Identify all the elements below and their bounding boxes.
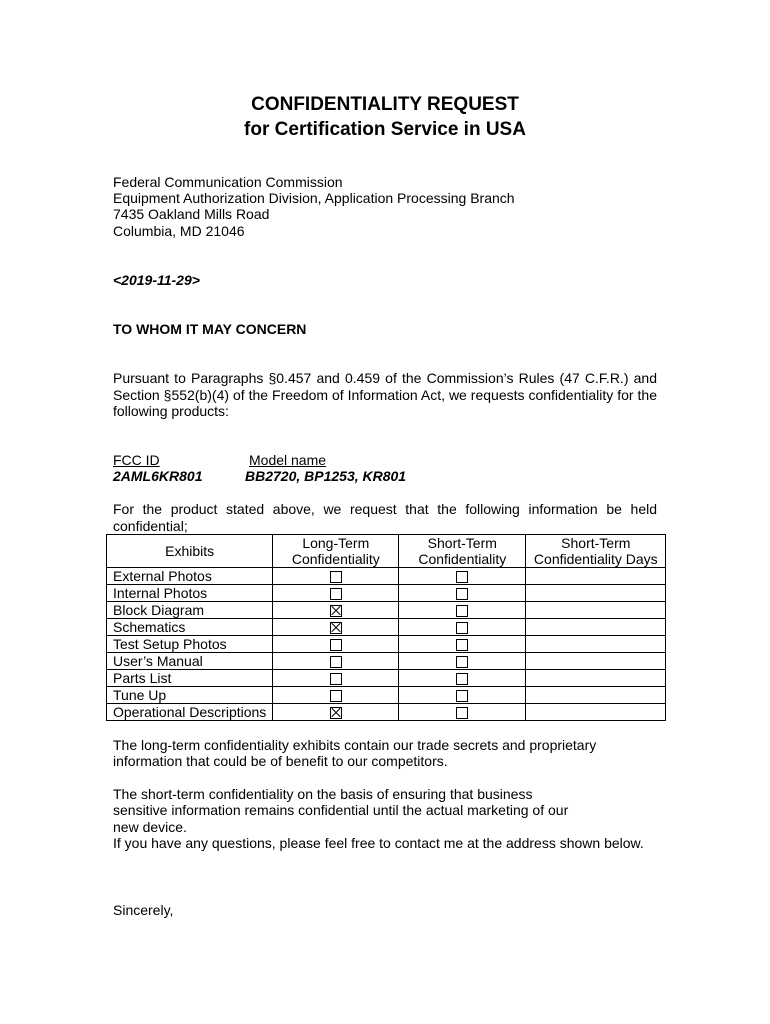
short-term-cell [399, 704, 526, 721]
table-body [107, 568, 666, 721]
unchecked-checkbox[interactable] [456, 673, 468, 685]
checked-checkbox[interactable] [330, 622, 342, 634]
document-subtitle: for Certification Service in USA [244, 119, 526, 140]
short-term-days-cell [526, 704, 666, 721]
short-term-days-cell [526, 636, 666, 653]
unchecked-checkbox[interactable] [330, 673, 342, 685]
long-term-cell [273, 653, 399, 670]
table-row [107, 568, 666, 585]
exhibit-name: Block Diagram [107, 602, 273, 619]
short-term-days-cell [526, 653, 666, 670]
table-row [107, 704, 666, 721]
address-line-2: Equipment Authorization Division, Application Processing Branch [113, 190, 515, 206]
checked-checkbox[interactable] [330, 605, 342, 617]
short-term-days-cell [526, 585, 666, 602]
unchecked-checkbox[interactable] [330, 588, 342, 600]
short-term-cell [399, 653, 526, 670]
exhibit-name: Tune Up [107, 687, 273, 704]
fcc-id-label: FCC ID [113, 452, 160, 468]
short-term-cell [399, 585, 526, 602]
table-row [107, 602, 666, 619]
unchecked-checkbox[interactable] [456, 690, 468, 702]
exhibit-name: Operational Descriptions [107, 704, 273, 721]
exhibit-name: Internal Photos [107, 585, 273, 602]
unchecked-checkbox[interactable] [330, 571, 342, 583]
table-row [107, 687, 666, 704]
header-exhibits: Exhibits [107, 535, 273, 568]
checked-checkbox[interactable] [330, 707, 342, 719]
letter-date: <2019-11-29> [113, 272, 200, 288]
intro-paragraph: Pursuant to Paragraphs §0.457 and 0.459 of the Commission’s Rules (47 C.F.R.) and Section §552(b)(4) of the Freedom of Information Act, we requests confidentiality for the following products: [113, 370, 657, 419]
short-term-days-cell [526, 602, 666, 619]
exhibit-name: User’s Manual [107, 653, 273, 670]
table-intro-paragraph: For the product stated above, we request that the following information be held confidential; [113, 501, 657, 534]
exhibit-name: External Photos [107, 568, 273, 585]
unchecked-checkbox[interactable] [330, 639, 342, 651]
unchecked-checkbox[interactable] [456, 588, 468, 600]
model-name-label: Model name [249, 452, 327, 468]
address-line-1: Federal Communication Commission [113, 174, 343, 190]
short-term-cell [399, 568, 526, 585]
unchecked-checkbox[interactable] [456, 605, 468, 617]
unchecked-checkbox[interactable] [456, 571, 468, 583]
unchecked-checkbox[interactable] [456, 639, 468, 651]
long-term-cell [273, 602, 399, 619]
header-short-term: Short-Term Confidentiality [399, 535, 526, 568]
model-name-value: BB2720, BP1253, KR801 [245, 468, 407, 484]
exhibit-name: Test Setup Photos [107, 636, 273, 653]
short-term-days-cell [526, 568, 666, 585]
short-term-paragraph: The short-term confidentiality on the basis of ensuring that business sensitive information remains confidential until the actual marketing of our new device. [113, 786, 569, 835]
short-term-days-cell [526, 619, 666, 636]
closing-signoff: Sincerely, [113, 902, 174, 918]
header-long-term: Long-Term Confidentiality [273, 535, 399, 568]
header-short-term-days: Short-Term Confidentiality Days [526, 535, 666, 568]
short-term-days-cell [526, 670, 666, 687]
short-term-cell [399, 670, 526, 687]
exhibit-name: Parts List [107, 670, 273, 687]
unchecked-checkbox[interactable] [456, 656, 468, 668]
short-term-cell [399, 636, 526, 653]
address-line-3: 7435 Oakland Mills Road [113, 206, 270, 222]
table-row [107, 670, 666, 687]
salutation: TO WHOM IT MAY CONCERN [113, 321, 307, 337]
table-header-row [107, 535, 666, 568]
document-title: CONFIDENTIALITY REQUEST [251, 94, 519, 115]
unchecked-checkbox[interactable] [330, 690, 342, 702]
short-term-days-cell [526, 687, 666, 704]
exhibit-name: Schematics [107, 619, 273, 636]
long-term-cell [273, 687, 399, 704]
unchecked-checkbox[interactable] [456, 707, 468, 719]
long-term-cell [273, 619, 399, 636]
long-term-cell [273, 568, 399, 585]
contact-paragraph: If you have any questions, please feel free to contact me at the address shown below. [113, 835, 644, 851]
long-term-cell [273, 704, 399, 721]
confidentiality-table [106, 534, 666, 721]
address-line-4: Columbia, MD 21046 [113, 223, 245, 239]
long-term-paragraph: The long-term confidentiality exhibits contain our trade secrets and proprietary information that could be of benefit to our competitors. [113, 737, 597, 770]
short-term-cell [399, 687, 526, 704]
long-term-cell [273, 636, 399, 653]
long-term-cell [273, 670, 399, 687]
unchecked-checkbox[interactable] [456, 622, 468, 634]
table-row [107, 636, 666, 653]
table-row [107, 585, 666, 602]
table-row [107, 619, 666, 636]
unchecked-checkbox[interactable] [330, 656, 342, 668]
table-row [107, 653, 666, 670]
fcc-id-value: 2AML6KR801 [113, 468, 203, 484]
short-term-cell [399, 619, 526, 636]
short-term-cell [399, 602, 526, 619]
long-term-cell [273, 585, 399, 602]
